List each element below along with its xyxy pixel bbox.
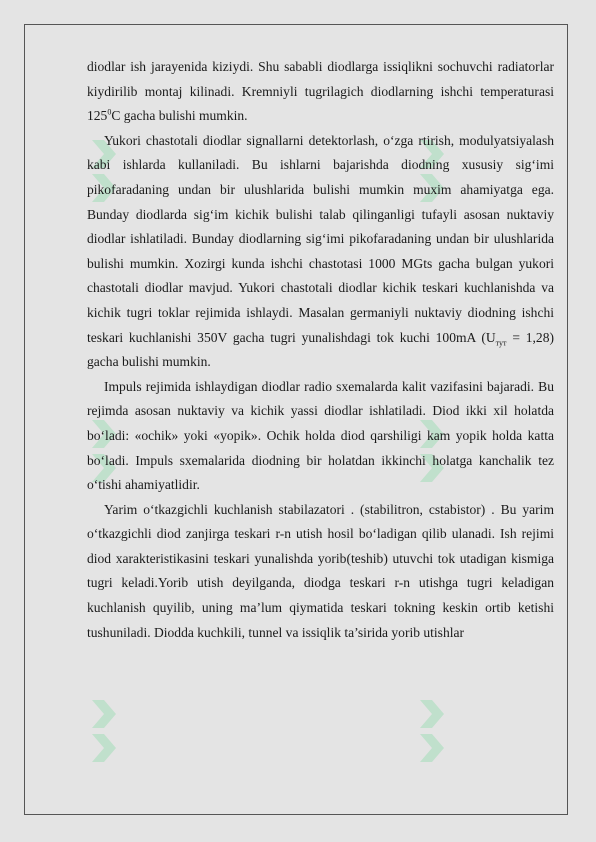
paragraph-1-text-end: C gacha bulishi mumkin.	[111, 108, 248, 124]
paragraph-1-text: diodlar ish jarayenida kiziydi. Shu sababli diodlarga issiqlikni sochuvchi radiatorlar kiydirilib montaj kilinadi. Kremniyli tugrilagich diodlarning ishchi temperaturasi 125	[87, 59, 554, 124]
paragraph-2-text-end: = 1,28) gacha bulishi mumkin.	[87, 329, 554, 370]
paragraph-2-text: Yukori chastotali diodlar signallarni detektorlash, o‘zga rtirish, modulyatsiyalash kabi ishlarda kullaniladi. Bu ishlarni bajarishda diodning xususiy sig‘imi pikofaradaning undan bir ulushlarida bulishi mumkin muxim ahamiyatga ega. Bunday diodlarda sig‘im kichik bulishi talab qilinganligi tufayli asosan nuktaviy diodlar ishlatiladi. Bunday diodlarning sig‘imi pikofaradaning undan bir ulushlarida bulishi mumkin. Xozirgi kunda ishchi chastotasi 1000 MGts gacha bulgan yukori chastotali diodlar mavjud. Yukori chastotali diodlar kichik teskari kuchlanishda va kichik tugri toklar rejimida ishlaydi. Masalan germaniyli nuktaviy diodning ishchi teskari kuchlanishi 350V gacha tugri yunalishdagi tok kuchi 100mA (U	[87, 132, 554, 345]
body-text	[87, 55, 554, 645]
subscript-label: тут	[495, 338, 507, 348]
superscript-degree: 0	[107, 107, 112, 117]
paragraph-3: Impuls rejimida ishlaydigan diodlar radio sxemalarda kalit vazifasini bajaradi. Bu rejimda asosan nuktaviy va kichik yassi diodlar ishlatiladi. Diod ikki xil holatda bo‘ladi: «ochik» yoki «yopik». Ochik holda diod qarshiligi kam yopik holda katta bo‘ladi. Impuls sxemalarida diodning bir holatdan ikkinchi holatga kanchalik tez o‘tishi ahamiyatlidir.	[87, 378, 554, 493]
paragraph-4: Yarim o‘tkazgichli kuchlanish stabilazatori . (stabilitron, cstabistor) . Bu yarim o‘tkazgichli diod zanjirga teskari r-n utish hosil bo‘ladigan qilib ulanadi. Ish rejimi diod xarakteristikasini teskari yunalishda yorib(teshib) utuvchi tok utadigan kismiga tugri keladi.Yorib utish deyilganda, diodga teskari r-n utishga tugri keladigan kuchlanish quyilib, uning ma’lum qiymatida teskari tokning keskin ortib ketishi tushuniladi. Diodda kuchkili, tunnel va issiqlik ta’sirida yorib utishlar	[87, 501, 554, 640]
paragraph-2	[87, 129, 554, 375]
paragraph-1	[87, 55, 554, 129]
